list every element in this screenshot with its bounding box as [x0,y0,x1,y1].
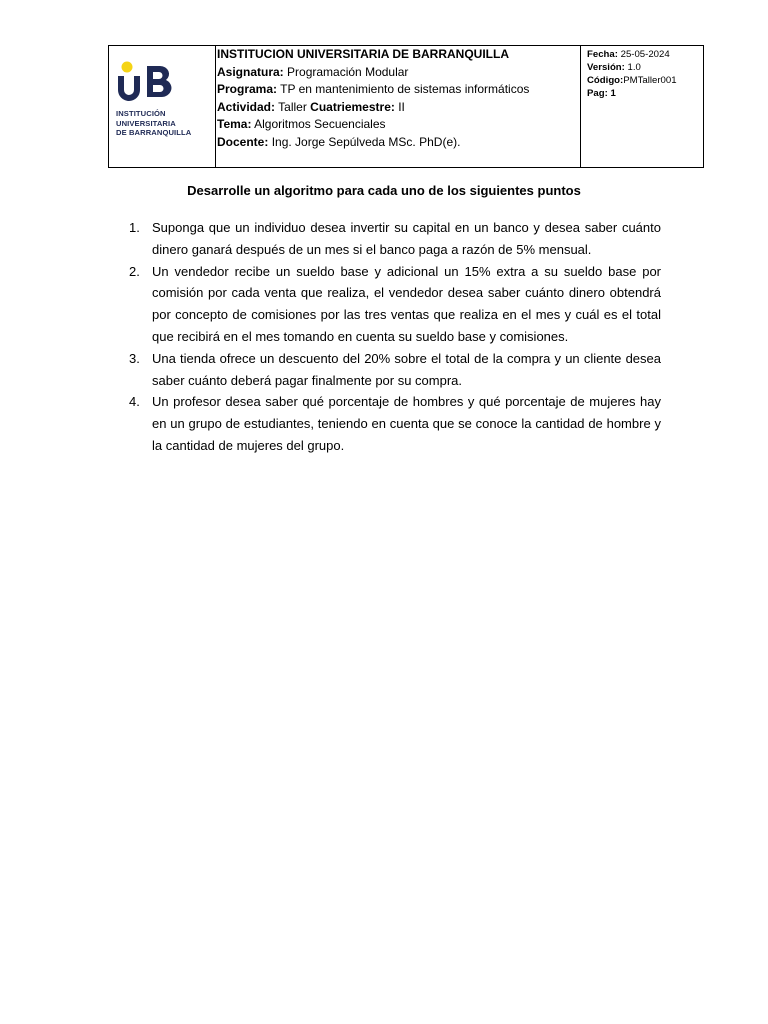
pag-label: Pag: [587,88,608,99]
ub-logo-mark [115,60,195,106]
tema-value: Algoritmos Secuenciales [254,117,386,131]
programa-label: Programa: [217,82,278,96]
version-row [587,61,703,74]
logo-line-3: DE BARRANQUILLA [116,128,192,137]
document-meta-cell [581,46,704,168]
docente-row [217,134,580,152]
programa-value: TP en mantenimiento de sistemas informáticos [280,82,530,96]
document-header [108,45,704,168]
pag-row [587,87,703,100]
course-info-cell [216,46,581,168]
fecha-label: Fecha: [587,49,618,60]
tema-row [217,116,580,134]
pag-value: 1 [610,88,616,99]
version-label: Versión: [587,62,625,73]
exercise-list [125,217,661,457]
institution-logo [109,46,215,167]
docente-label: Docente: [217,134,269,149]
asignatura-label: Asignatura: [217,64,284,79]
tema-label: Tema: [217,117,252,131]
codigo-value: PMTaller001 [623,75,677,86]
logo-text [116,109,191,138]
institution-name: INSTITUCION UNIVERSITARIA DE BARRANQUILLA [217,47,509,61]
item-number: 3. [129,350,140,366]
cuatrimestre-value: II [398,99,405,114]
version-value: 1.0 [627,62,641,73]
asignatura-row [217,64,580,82]
item-text: Un profesor desea saber qué porcentaje de hombres y qué porcentaje de mujeres hay en un grupo de estudiantes, teniendo en cuenta que se conoce la cantidad de hombre y la cantidad de mujeres del grupo. [152,394,661,453]
logo-cell [109,46,216,168]
item-text: Una tienda ofrece un descuento del 20% sobre el total de la compra y un cliente desea saber cuánto deberá pagar finalmente por su compra. [152,350,661,388]
asignatura-value: Programación Modular [287,64,409,79]
item-number: 1. [129,220,140,235]
item-number: 4. [129,394,140,410]
item-text: Un vendedor recibe un sueldo base y adicional un 15% extra a su sueldo base por comisión por cada venta que realiza, el vendedor desea saber cuánto dinero obtendrá por concepto de comisiones por las tres ventas que realiza en el mes y cuál es el total que recibirá en el mes tomando en cuenta su sueldo base y comisiones. [152,263,661,344]
fecha-row [587,48,703,61]
list-item [125,261,661,348]
actividad-label: Actividad: [217,99,276,114]
actividad-value: Taller [278,99,307,114]
list-item [125,391,661,456]
cuatrimestre-label: Cuatriemestre: [310,99,395,114]
docente-value: Ing. Jorge Sepúlveda MSc. PhD(e). [271,134,461,149]
codigo-label: Código: [587,75,624,86]
item-text: Suponga que un individuo desea invertir su capital en un banco y desea saber cuánto dinero ganará después de un mes si el banco paga a razón de 5% mensual. [152,220,661,257]
codigo-row [587,74,703,87]
page-title: Desarrolle un algoritmo para cada uno de los siguientes puntos [187,183,581,198]
item-number: 2. [129,263,140,279]
programa-row [217,81,580,99]
actividad-row [217,99,580,117]
list-item [125,217,661,261]
fecha-value: 25-05-2024 [620,49,670,60]
logo-line-1: INSTITUCIÓN [116,109,166,118]
list-item [125,348,661,392]
logo-line-2: UNIVERSITARIA [116,118,176,128]
